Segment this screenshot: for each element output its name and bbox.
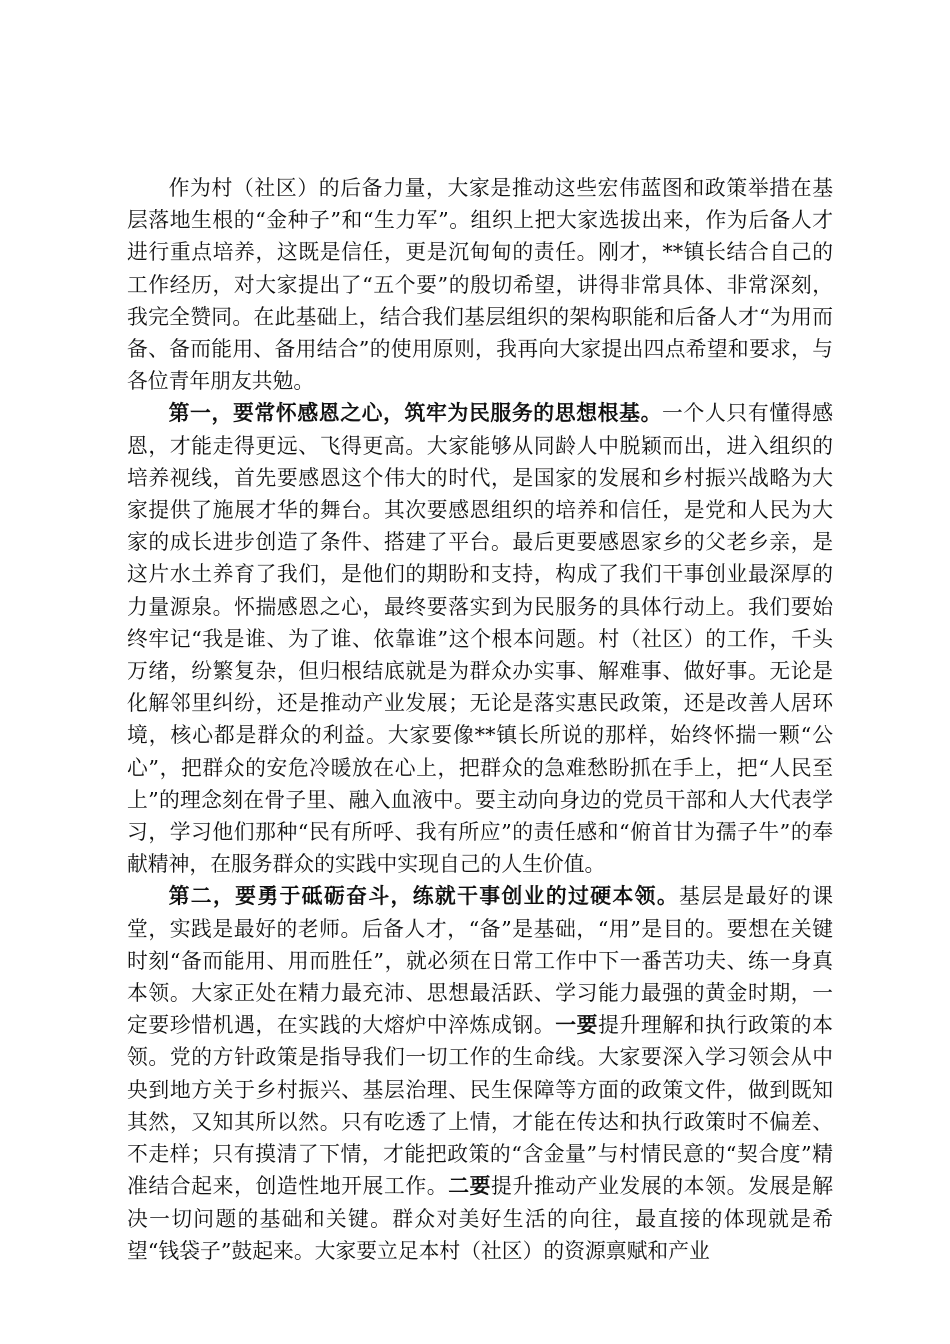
paragraph-first-point: [127, 397, 833, 880]
paragraph-second-point: [127, 880, 833, 1266]
paragraph-intro-text: 作为村（社区）的后备力量，大家是推动这些宏伟蓝图和政策举措在基层落地生根的“金种子”和“生力军”。组织上把大家选拔出来，作为后备人才进行重点培养，这既是信任，更是沉甸甸的责任。刚才，**镇长结合自己的工作经历，对大家提出了“五个要”的殷切希望，讲得非常具体、非常深刻，我完全赞同。在此基础上，结合我们基层组织的架构职能和后备人才“为用而备、备而能用、备用结合”的使用原则，我再向大家提出四点希望和要求，与各位青年朋友共勉。: [127, 176, 833, 394]
paragraph-intro: [127, 172, 833, 397]
second-point-text-c: 提升推动产业发展的本领。发展是解决一切问题的基础和关键。群众对美好生活的向往，最直接的体现就是希望“钱袋子”鼓起来。大家要立足本村（社区）的资源禀赋和产业: [127, 1174, 834, 1263]
first-point-text: 一个人只有懂得感恩，才能走得更远、飞得更高。大家能够从同龄人中脱颖而出，进入组织的培养视线，首先要感恩这个伟大的时代，是国家的发展和乡村振兴战略为大家提供了施展才华的舞台。其次要感恩组织的培养和信任，是党和人民为大家的成长进步创造了条件、搭建了平台。最后更要感恩家乡的父老乡亲，是这片水土养育了我们，是他们的期盼和支持，构成了我们干事创业最深厚的力量源泉。怀揣感恩之心，最终要落实到为民服务的具体行动上。我们要始终牢记“我是谁、为了谁、依靠谁”这个根本问题。村（社区）的工作，千头万绪，纷繁复杂，但归根结底就是为群众办实事、解难事、做好事。无论是化解邻里纠纷，还是推动产业发展；无论是落实惠民政策，还是改善人居环境，核心都是群众的利益。大家要像**镇长所说的那样，始终怀揣一颗“公心”，把群众的安危冷暖放在心上，把群众的急难愁盼抓在手上，把“人民至上”的理念刻在骨子里、融入血液中。要主动向身边的党员干部和人大代表学习，学习他们那种“民有所呼、我有所应”的责任感和“俯首甘为孺子牛”的奉献精神，在服务群众的实践中实现自己的人生价值。: [127, 401, 834, 877]
document-body: [127, 172, 833, 1267]
second-point-subhead-one: 一要: [555, 1012, 599, 1038]
first-point-heading: 第一，要常怀感恩之心，筑牢为民服务的思想根基。: [168, 400, 663, 426]
second-point-text-a: 基层是最好的课堂，实践是最好的老师。后备人才，“备”是基础，“用”是目的。要想在关键时刻“备而能用、用而胜任”，就必须在日常工作中下一番苦功夫、练一身真本领。大家正处在精力最充沛、思想最活跃、学习能力最强的黄金时期，一定要珍惜机遇，在实践的大熔炉中淬炼成钢。: [127, 884, 834, 1038]
second-point-subhead-two: 二要: [448, 1173, 492, 1199]
second-point-heading: 第二，要勇于砥砺奋斗，练就干事创业的过硬本领。: [168, 883, 680, 909]
second-point-text-b: 提升理解和执行政策的本领。党的方针政策是指导我们一切工作的生命线。大家要深入学习领会从中央到地方关于乡村振兴、基层治理、民生保障等方面的政策文件，做到既知其然，又知其所以然。只有吃透了上情，才能在传达和执行政策时不偏差、不走样；只有摸清了下情，才能把政策的“含金量”与村情民意的“契合度”精准结合起来，创造性地开展工作。: [127, 1013, 834, 1199]
